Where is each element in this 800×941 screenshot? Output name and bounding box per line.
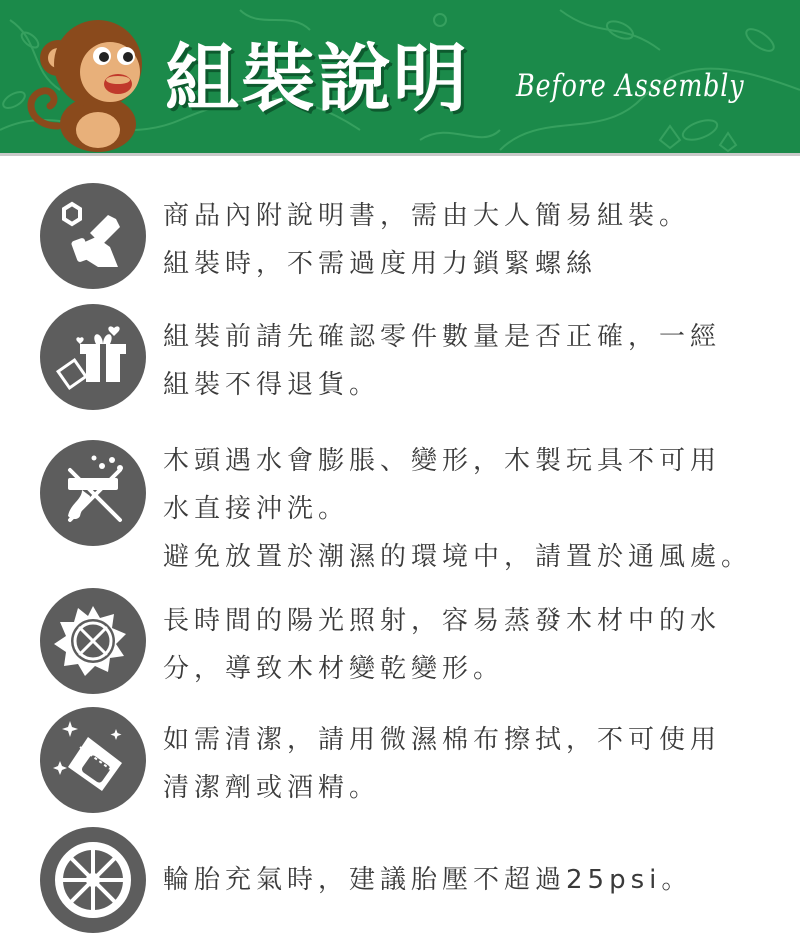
page-subtitle: Before Assembly [516, 68, 745, 104]
instruction-line: 清潔劑或酒精。 [163, 773, 381, 803]
no-water-icon [40, 440, 146, 546]
header-divider [0, 153, 800, 156]
instruction-line: 組裝不得退貨。 [163, 370, 381, 400]
instruction-line: 長時間的陽光照射，容易蒸發木材中的水 [163, 606, 722, 636]
instruction-line: 輪胎充氣時，建議胎壓不超過25psi。 [163, 865, 693, 895]
monkey-mascot-icon [18, 6, 168, 154]
cleaning-cloth-icon [40, 707, 146, 813]
header-banner [0, 0, 800, 156]
instruction-line: 組裝時，不需過度用力鎖緊螺絲 [163, 249, 598, 279]
wrench-hand-icon [40, 183, 146, 289]
instruction-line: 分，導致木材變乾變形。 [163, 654, 505, 684]
page-title: 組裝說明 [165, 36, 469, 122]
wheel-icon [40, 827, 146, 933]
instruction-text [163, 324, 793, 398]
instruction-text [163, 203, 793, 277]
instruction-text [163, 867, 793, 893]
instruction-text [163, 608, 793, 682]
instruction-line: 木頭遇水會膨脹、變形，木製玩具不可用 [163, 446, 722, 476]
gift-box-icon [40, 304, 146, 410]
instruction-text [163, 448, 793, 570]
instruction-line: 組裝前請先確認零件數量是否正確，一經 [163, 322, 722, 352]
instruction-line: 如需清潔，請用微濕棉布擦拭，不可使用 [163, 725, 722, 755]
instruction-line: 避免放置於潮濕的環境中，請置於通風處。 [163, 542, 753, 572]
instruction-line: 商品內附說明書，需由大人簡易組裝。 [163, 201, 691, 231]
no-sun-icon [40, 588, 146, 694]
instruction-line: 水直接沖洗。 [163, 494, 350, 524]
instruction-text [163, 727, 793, 801]
